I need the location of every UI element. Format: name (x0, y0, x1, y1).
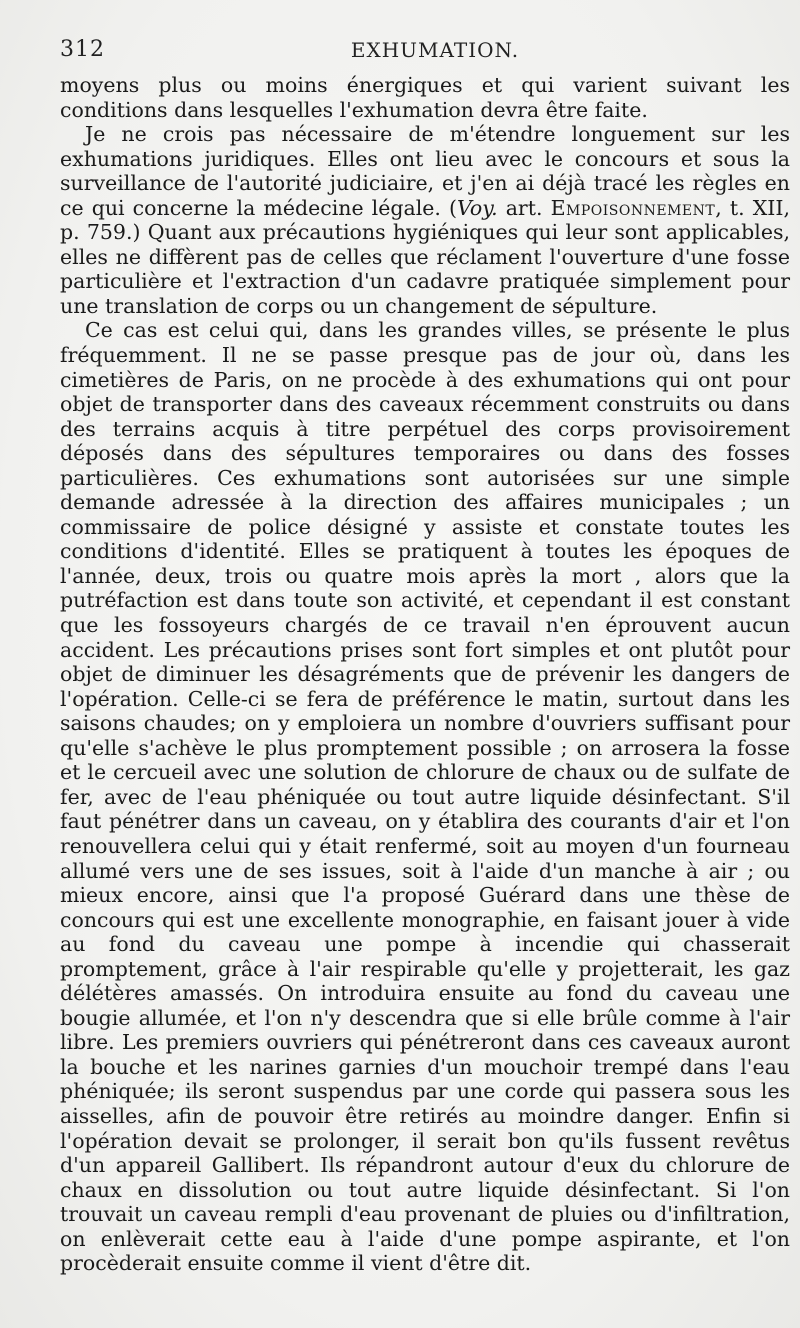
body-text (60, 73, 790, 1276)
paragraph-2-part-3: , t. XII, p. 759.) Quant aux précautions hygiéniques qui leur sont applicables, elles ne diffèrent pas de celles que réclament l'ouverture d'une fosse particulière et l'extraction d'un cadavre pratiquée simplement pour une translation de corps ou un changement de sépulture. (60, 195, 790, 318)
running-title: EXHUMATION. (350, 38, 520, 62)
cross-reference: Empoisonnement (550, 195, 716, 220)
paragraph-3: Ce cas est celui qui, dans les grandes villes, se présente le plus fréquemment. Il ne se passe presque pas de jour où, dans les cimetières de Paris, on ne procède à des exhumations qui ont pour objet de transporter dans des caveaux récemment construits ou dans des terrains acquis à titre perpétuel des corps provisoirement déposés dans des sépultures temporaires ou dans des fosses particulières. Ces exhumations sont autorisées sur une simple demande adressée à la direction des affaires municipales ; un commissaire de police désigné y assiste et constate toutes les conditions d'identité. Elles se pratiquent à toutes les époques de l'année, deux, trois ou quatre mois après la mort , alors que la putréfaction est dans toute son activité, et cependant il est constant que les fossoyeurs chargés de ce travail n'en éprouvent aucun accident. Les précautions prises sont fort simples et ont plutôt pour objet de diminuer les désagréments que de prévenir les dangers de l'opération. Celle-ci se fera de préférence le matin, surtout dans les saisons chaudes; on y emploiera un nombre d'ouvriers suffisant pour qu'elle s'achève le plus promptement possible ; on arrosera la fosse et le cercueil avec une solution de chlorure de chaux ou de sulfate de fer, avec de l'eau phéniquée ou tout autre liquide désinfectant. S'il faut pénétrer dans un caveau, on y établira des courants d'air et l'on renouvellera celui qui y était renfermé, soit au moyen d'un fourneau allumé vers une de ses issues, soit à l'aide d'un manche à air ; ou mieux encore, ainsi que l'a proposé Guérard dans une thèse de concours qui est une excellente monographie, en faisant jouer à vide au fond du caveau une pompe à incendie qui chasserait promptement, grâce à l'air respirable qu'elle y projetterait, les gaz délétères amassés. On introduira ensuite au fond du caveau une bougie allumée, et l'on n'y descendra que si elle brûle comme à l'air libre. Les premiers ouvriers qui pénétreront dans ces caveaux auront la bouche et les narines garnies d'un mouchoir trempé dans l'eau phéniquée; ils seront suspendus par une corde qui passera sous les aisselles, afin de pouvoir être retirés au moindre danger. Enfin si l'opération devait se prolonger, il serait bon qu'ils fussent revêtus d'un appareil Gallibert. Ils répandront autour d'eux du chlorure de chaux en dissolution ou tout autre liquide désinfectant. Si l'on trouvait un caveau rempli d'eau provenant de pluies ou d'infiltration, on enlèverait cette eau à l'aide d'une pompe aspirante, et l'on procèderait ensuite comme il vient d'être dit. (60, 318, 790, 1276)
paragraph-1: moyens plus ou moins énergiques et qui varient suivant les conditions dans lesquelles l'exhumation devra être faite. (60, 73, 790, 122)
paragraph-2-part-1: Je ne crois pas nécessaire de m'étendre longuement sur les exhumations juridiques. Elles ont lieu avec le concours et sous la surveillance de l'autorité judiciaire, et j'en ai déjà tracé les règles en ce qui concerne la médecine légale. ( (60, 122, 790, 220)
paragraph-2-part-2: art. (497, 195, 551, 220)
paragraph-2 (60, 122, 790, 318)
voy-abbreviation: Voy. (456, 195, 498, 220)
page-header (60, 36, 790, 64)
page-number: 312 (60, 37, 105, 62)
